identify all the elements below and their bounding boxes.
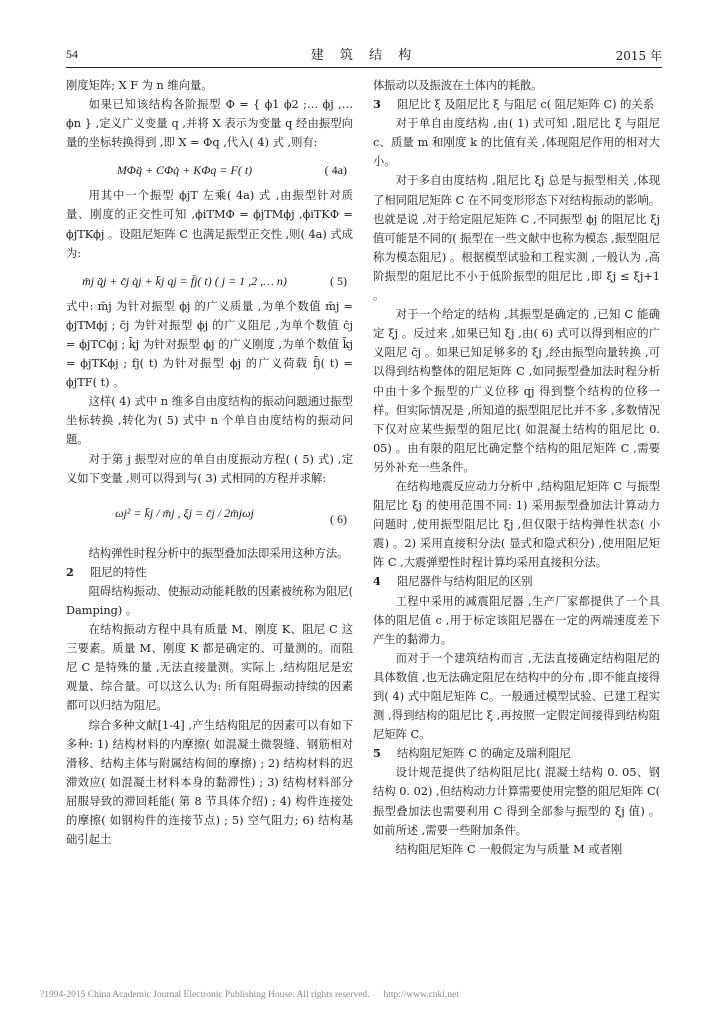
issue-year: 2015 年 [615,49,662,63]
paragraph: 而对于一个建筑结构而言 ,无法直接确定结构阻尼的具体数值 ,也无法确定阻尼在结构中的分布 ,即不能直接得到( 4) 式中阻尼矩阵 C。一般通过模型试验、已建工程实测 ,得到结构的阻尼比 ξ ,再按照一定假定间接得到结构阻尼矩阵 C。 [373,651,660,742]
equation-number: ( 6) [330,511,347,526]
page-number: 54 [66,47,78,61]
section-title: 阻尼器件与结构阻尼的区别 [397,575,533,589]
copyright-footer [40,990,684,1000]
paragraph: 结构弹性时程分析中的振型叠加法即采用这种方法。 [88,546,349,560]
section-title: 结构阻尼矩阵 C 的确定及瑞利阻尼 [397,747,571,761]
footer-url: http://www.cnki.net [383,990,459,1000]
section-heading-3 [373,95,660,114]
equation-body: ωj² = k̄j / m̄j , ξj = c̄j / 2m̄jωj [115,505,254,520]
paragraph: 工程中采用的减震阻尼器 ,生产厂家都提供了一个具体的阻尼值 c ,用于标定该阻尼器在一定的两端速度差下产生的黏滞力。 [373,594,660,646]
paragraph: 对于单自由度结构 ,由( 1) 式可知 ,阻尼比 ξ 与阻尼 c、质量 m 和刚度 k 的比值有关 ,体现阻尼作用的相对大小。 [373,117,660,169]
paragraph: 如果已知该结构各阶振型 Φ = { ϕ1 ϕ2 ;… ϕj ,… ϕn } ,定义广义变量 q ,并将 X 表示为变量 q 经由振型向量的坐标转换得到 ,即 X = Φq ,代入( 4) 式 ,则有: [66,98,353,150]
copyright-text: ?1994-2015 China Academic Journal Electronic Publishing House. All rights reserved. [40,990,370,1000]
paragraph: 结构阻尼矩阵 C 一般假定为与质量 M 或者刚 [395,842,623,856]
header-rule [66,67,662,68]
page-header [66,44,662,66]
paragraph: 综合多种文献[1-4] ,产生结构阻尼的因素可以有如下多种: 1) 结构材料的内摩擦( 如混凝土微裂缝、钢筋相对滑移、结构主体与附属结构间的摩擦) ; 2) 结构材料的迟滞效应( 如混凝土材料本身的黏滞性) ; 3) 结构材料部分屈服导致的滞回耗能( 第 8 节具体介绍) ; 4) 构件连接处的摩擦( 如钢构件的连接节点) ; 5) 空气阻力; 6) 结构基础引起土 [66,718,353,847]
section-heading-2 [66,563,353,582]
right-column [373,76,660,859]
paragraph: 在结构振动方程中具有质量 M、刚度 K、阻尼 C 这三要素。质量 M、刚度 K 都是确定的、可量测的。而阻尼 C 是特殊的量 ,无法直接量测。实际上 ,结构阻尼是宏观量、综合量。可以这么认为: 所有阻碍振动持续的因素都可以归结为阻尼。 [66,623,353,713]
equation-6 [66,488,353,544]
paragraph: 设计规范提供了结构阻尼比( 混凝土结构 0. 05、钢结构 0. 02) ,但结构动力计算需要使用完整的阻尼矩阵 C( 振型叠加法也需要利用 C 得到全部参与振型的 ξj 值) 。如前所述 ,需要一些附加条件。 [373,766,660,837]
equation-body: MΦq̈ + CΦq̇ + KΦq = F( t) [116,163,253,178]
paragraph: 在结构地震反应动力分析中 ,结构阻尼矩阵 C 与振型阻尼比 ξj 的使用范围不同: 1) 采用振型叠加法计算动力问题时 ,使用振型阻尼比 ξj ,但仅限于结构弹性状态( 小震) 。2) 采用直接积分法( 显式和隐式积分) ,使用阻尼矩阵 C ,大震弹塑性时程计算均采用直接积分法。 [373,479,660,570]
paragraph: 对于一个给定的结构 ,其振型是确定的 ,已知 C 能确定 ξj 。反过来 ,如果已知 ξj ,由( 6) 式可以得到相应的广义阻尼 c̄j 。如果已知足够多的 ξj ,经由振型向量转换 ,可以得到结构整体的阻尼矩阵 C ,如同振型叠加法时程分析中由十多个振型的广义位移 qj 得到整个结构的位移一样。但实际情况是 ,所知道的振型阻尼比并不多 ,多数情况下仅对应某些振型的阻尼比( 如混凝土结构的阻尼比 0. 05) 。由有限的阻尼比确定整个结构的阻尼矩阵 C ,需要另外补充一些条件。 [373,308,660,474]
paragraph: 用其中一个振型 ϕjT 左乘( 4a) 式 ,由振型针对质量、刚度的正交性可知 ,ϕiTMΦ = ϕjTMϕj ,ϕiTKΦ = ϕjTKϕj 。设阻尼矩阵 C 也满足振型正交性 ,则( 4a) 式成为: [66,189,353,260]
paragraph: 阻碍结构振动、使振动动能耗散的因素被统称为阻尼( Damping) 。 [66,584,353,617]
paragraph: 体振动以及振波在土体内的耗散。 [373,79,543,92]
equation-5 [66,263,353,297]
paragraph: 对于第 j 振型对应的单自由度振动方程( ( 5) 式) ,定义如下变量 ,则可以得到与( 3) 式相同的方程并求解: [66,452,353,485]
left-column [66,76,353,849]
section-heading-5 [373,744,660,763]
section-number: 3 [373,97,381,112]
paragraph: 这样( 4) 式中 n 维多自由度结构的振动问题通过振型坐标转换 ,转化为( 5) 式中 n 个单自由度结构的振动问题。 [66,395,353,447]
equation-number: ( 5) [330,273,347,288]
paragraph: 式中: m̄j 为针对振型 ϕj 的广义质量 ,为单个数值 m̄j = ϕjTMϕj ; c̄j 为针对振型 ϕj 的广义阻尼 ,为单个数值 c̄j = ϕjTCϕj ; k̄j 为针对振型 ϕj 的广义刚度 ,为单个数值 k̄j = ϕjTKϕj ; fj( t) 为针对振型 ϕj 的广义荷载 f̄j( t) = ϕjTF( t) 。 [66,299,353,390]
equation-number: ( 4a) [324,163,347,178]
equation-body: m̄j q̈j + c̄j q̇j + k̄j qj = f̄j( t) ( j = 1 ,2 ,… n) [82,273,287,288]
paragraph: 刚度矩阵; X F 为 n 维向量。 [66,79,213,92]
section-number: 4 [373,574,381,589]
section-title: 阻尼的特性 [90,565,147,579]
equation-4a [66,152,353,186]
section-number: 2 [66,564,74,579]
paragraph: 对于多自由度结构 ,阻尼比 ξj 总是与振型相关 ,体现了相同阻尼矩阵 C 在不同变形形态下对结构振动的影响。也就是说 ,对于给定阻尼矩阵 C ,不同振型 ϕj 的阻尼比 ξj 值可能是不同的( 振型在一些文献中也称为模态 ,振型阻尼称为模态阻尼) 。根据模型试验和工程实测 ,一般认为 ,高阶振型的阻尼比不小于低阶振型的阻尼比 ,即 ξj ≤ ξj+1 。 [373,174,660,303]
section-number: 5 [373,746,381,761]
journal-title: 建 筑 结 构 [310,48,418,63]
section-title: 阻尼比 ξ 及阻尼比 ξ 与阻尼 c( 阻尼矩阵 C) 的关系 [397,98,655,112]
section-heading-4 [373,572,660,591]
